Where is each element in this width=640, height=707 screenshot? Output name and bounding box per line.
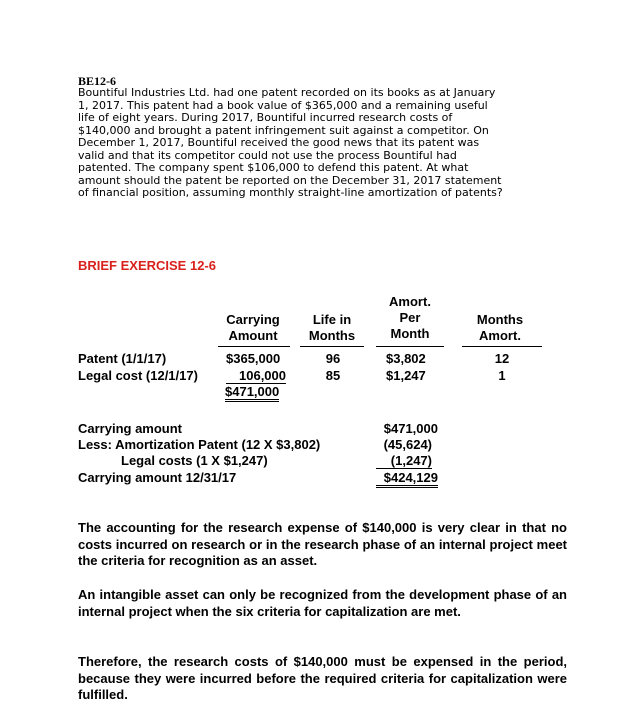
calc-label: Legal costs (1 X $1,247)	[121, 453, 268, 468]
explanation-paragraph: An intangible asset can only be recognized from the development phase of an internal project when the six criteria for capitalization are met.	[78, 587, 567, 619]
header-line: Carrying	[226, 312, 280, 327]
question-line: amount should the patent be reported on the December 31, 2017 statement	[78, 173, 502, 187]
question-line: Bountiful Industries Ltd. had one patent recorded on its books as at January	[78, 86, 496, 99]
explanation-paragraph: The accounting for the research expense of $140,000 is very clear in that no costs incurred on research or in the research phase of an internal project meet the criteria for recognition as an asset.	[78, 520, 567, 568]
calc-label: Less: Amortization Patent (12 X $3,802)	[78, 437, 321, 452]
header-underline	[218, 346, 290, 347]
row-life: 96	[325, 351, 341, 366]
row-label: Patent (1/1/17)	[78, 351, 167, 366]
header-line: Amount	[228, 328, 278, 343]
header-line: Amort.	[479, 328, 521, 343]
calc-label: Carrying amount	[78, 421, 183, 436]
question-line: $140,000 and brought a patent infringement suit against a competitor. On	[78, 123, 489, 137]
question-line: life of eight years. During 2017, Bountiful incurred research costs of	[78, 111, 453, 124]
header-underline	[300, 346, 364, 347]
table-total: $471,000	[225, 384, 279, 402]
question-line: valid and that its competitor could not use the process Bountiful had	[78, 148, 457, 162]
header-amort	[378, 294, 442, 342]
row-carrying: $365,000	[226, 351, 281, 366]
header-line: Months	[476, 312, 524, 327]
header-underline	[376, 346, 444, 347]
header-carrying	[218, 312, 288, 344]
question-line: December 1, 2017, Bountiful received the good news that its patent was	[78, 136, 480, 149]
header-line: Life in	[312, 312, 352, 327]
row-amort: $3,802	[386, 351, 426, 366]
question-line: patented. The company spent $106,000 to defend this patent. At what	[78, 161, 469, 174]
calc-label: Carrying amount 12/31/17	[78, 470, 237, 485]
question-text	[78, 87, 578, 200]
calc-total: $424,129	[376, 470, 438, 488]
header-months	[466, 312, 534, 344]
header-line: Amort.	[389, 294, 431, 309]
question-line: of financial position, assuming monthly straight-line amortization of patents?	[78, 186, 503, 199]
row-months: 1	[498, 368, 506, 383]
header-life	[300, 312, 364, 344]
row-carrying: 106,000	[226, 368, 286, 384]
header-line: Per	[399, 310, 421, 325]
row-life: 85	[325, 368, 341, 383]
calc-value: (45,624)	[383, 437, 432, 452]
question-code: BE12-6	[78, 74, 117, 88]
row-amort: $1,247	[386, 368, 426, 383]
header-line: Months	[308, 328, 356, 343]
explanation-paragraph: Therefore, the research costs of $140,000 must be expensed in the period, because they were incurred before the required criteria for capitalization were fulfilled.	[78, 654, 567, 702]
row-months: 12	[494, 351, 510, 366]
calc-value: $471,000	[383, 421, 438, 436]
header-line: Month	[390, 326, 430, 341]
header-underline	[462, 346, 542, 347]
question-line: 1, 2017. This patent had a book value of $365,000 and a remaining useful	[78, 98, 488, 112]
solution-title: BRIEF EXERCISE 12-6	[78, 258, 216, 273]
row-label: Legal cost (12/1/17)	[78, 368, 198, 383]
calc-value: (1,247)	[376, 453, 432, 469]
